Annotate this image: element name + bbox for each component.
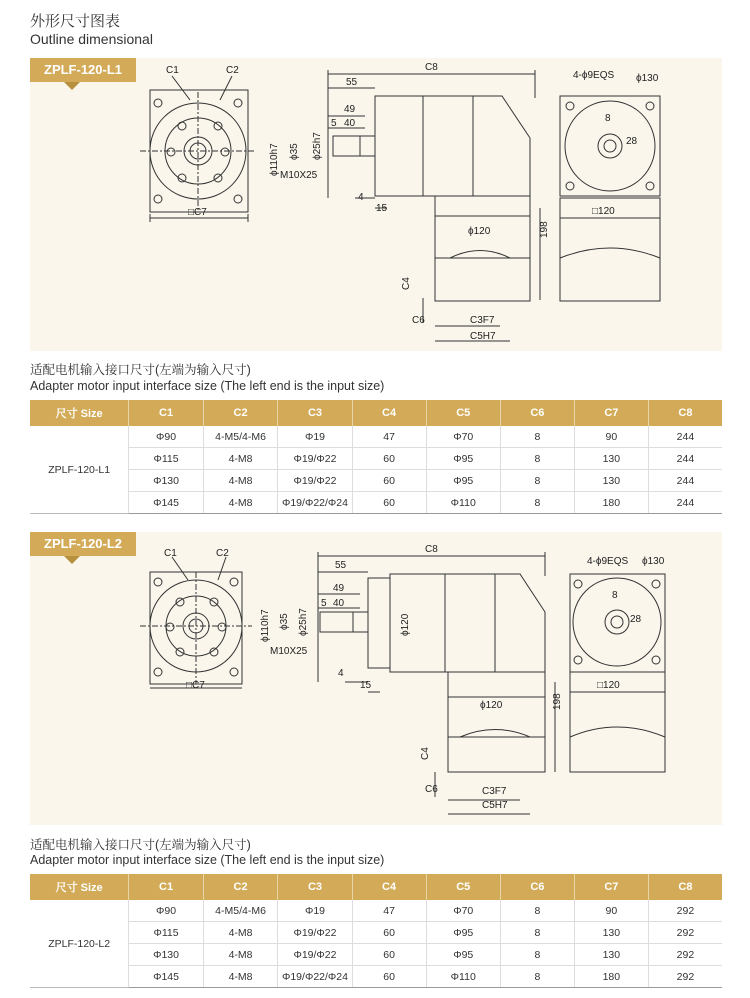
cell: 8 xyxy=(500,900,574,922)
label-c6: C6 xyxy=(412,315,425,326)
cell: 60 xyxy=(352,966,426,988)
interface-title-en-l1: Adapter motor input interface size (The left end is the input size) xyxy=(30,379,385,393)
cell: 4-M8 xyxy=(203,470,278,492)
label-35: ϕ35 xyxy=(289,143,300,160)
cell: 180 xyxy=(574,966,648,988)
cell: Φ95 xyxy=(426,470,500,492)
spec-table-l2 xyxy=(30,874,722,988)
col-header: C2 xyxy=(203,874,278,900)
page-title-en: Outline dimensional xyxy=(30,31,153,47)
col-header: 尺寸 Size xyxy=(30,874,129,900)
cell: 8 xyxy=(500,492,574,514)
cell: Φ95 xyxy=(426,944,500,966)
cell: 4-M8 xyxy=(203,922,278,944)
cell: 60 xyxy=(352,470,426,492)
col-header: C8 xyxy=(648,874,722,900)
label-sq120: □120 xyxy=(592,206,615,217)
cell: Φ145 xyxy=(129,966,203,988)
label-c2: C2 xyxy=(226,65,239,76)
cell: 130 xyxy=(574,470,648,492)
label-4: 4 xyxy=(358,192,364,203)
cell: 130 xyxy=(574,922,648,944)
table-row xyxy=(30,900,722,922)
cell: 4-M8 xyxy=(203,492,278,514)
cell: 47 xyxy=(352,426,426,448)
model-tag-l1: ZPLF-120-L1 xyxy=(30,58,136,82)
col-header: C1 xyxy=(129,874,203,900)
cell: Φ70 xyxy=(426,900,500,922)
table-row xyxy=(30,448,722,470)
label-c3: C3F7 xyxy=(482,786,507,797)
label-40: 40 xyxy=(333,598,345,609)
cell: 8 xyxy=(500,426,574,448)
label-28: 28 xyxy=(630,614,642,625)
cell: 292 xyxy=(648,966,722,988)
cell: 244 xyxy=(648,470,722,492)
label-8: 8 xyxy=(605,113,611,124)
cell: Φ19/Φ22/Φ24 xyxy=(278,492,352,514)
label-4: 4 xyxy=(338,668,344,679)
cell: Φ145 xyxy=(129,492,203,514)
col-header: C6 xyxy=(500,874,574,900)
table-header-row xyxy=(30,400,722,426)
col-header: C3 xyxy=(278,874,352,900)
label-c7: □C7 xyxy=(188,207,207,218)
label-c4: C4 xyxy=(420,747,431,760)
cell: 8 xyxy=(500,966,574,988)
label-5: 5 xyxy=(321,598,327,609)
cell: 292 xyxy=(648,922,722,944)
cell: 8 xyxy=(500,470,574,492)
cell: 90 xyxy=(574,900,648,922)
cell: Φ19 xyxy=(278,426,352,448)
col-header: C5 xyxy=(426,874,500,900)
cell: 292 xyxy=(648,944,722,966)
cell: Φ115 xyxy=(129,922,203,944)
model-cell: ZPLF-120-L2 xyxy=(30,900,129,988)
label-198: 198 xyxy=(539,221,550,238)
label-110: ϕ110h7 xyxy=(260,609,271,642)
drawing-panel-l1 xyxy=(30,58,722,351)
label-5: 5 xyxy=(331,118,337,129)
cell: 8 xyxy=(500,944,574,966)
table-row xyxy=(30,492,722,514)
cell: Φ115 xyxy=(129,448,203,470)
table-row xyxy=(30,470,722,492)
cell: 4-M8 xyxy=(203,966,278,988)
cell: 244 xyxy=(648,448,722,470)
label-15: 15 xyxy=(360,680,372,691)
label-c8: C8 xyxy=(425,62,438,73)
col-header: C4 xyxy=(352,874,426,900)
cell: 60 xyxy=(352,944,426,966)
outline-drawing-l2 xyxy=(30,532,722,825)
label-55: 55 xyxy=(335,560,347,571)
col-header: C1 xyxy=(129,400,203,426)
cell: 60 xyxy=(352,922,426,944)
spec-table-l1 xyxy=(30,400,722,514)
cell: Φ95 xyxy=(426,922,500,944)
label-c7: □C7 xyxy=(186,680,205,691)
label-55: 55 xyxy=(346,77,358,88)
table-row xyxy=(30,944,722,966)
label-c1: C1 xyxy=(164,548,177,559)
cell: 8 xyxy=(500,448,574,470)
page-title-cn: 外形尺寸图表 xyxy=(30,13,121,30)
model-tag-tail xyxy=(64,556,80,564)
cell: 244 xyxy=(648,492,722,514)
label-c5: C5H7 xyxy=(482,800,508,811)
label-c8: C8 xyxy=(425,544,438,555)
label-c6: C6 xyxy=(425,784,438,795)
col-header: C2 xyxy=(203,400,278,426)
interface-title-en-l2: Adapter motor input interface size (The left end is the input size) xyxy=(30,853,385,867)
interface-title-cn-l1: 适配电机输入接口尺寸(左端为输入尺寸) xyxy=(30,363,251,377)
table-row xyxy=(30,426,722,448)
cell: Φ19/Φ22 xyxy=(278,448,352,470)
cell: Φ130 xyxy=(129,470,203,492)
cell: 8 xyxy=(500,922,574,944)
label-m10: M10X25 xyxy=(280,170,318,181)
col-header: C6 xyxy=(500,400,574,426)
table-header-row xyxy=(30,874,722,900)
label-49: 49 xyxy=(333,583,345,594)
label-28: 28 xyxy=(626,136,638,147)
col-header: C3 xyxy=(278,400,352,426)
cell: 60 xyxy=(352,492,426,514)
label-c1: C1 xyxy=(166,65,179,76)
col-header: 尺寸 Size xyxy=(30,400,129,426)
cell: 90 xyxy=(574,426,648,448)
label-c3: C3F7 xyxy=(470,315,495,326)
label-c2: C2 xyxy=(216,548,229,559)
cell: 47 xyxy=(352,900,426,922)
col-header: C8 xyxy=(648,400,722,426)
label-sq120: □120 xyxy=(597,680,620,691)
label-c4: C4 xyxy=(401,277,412,290)
cell: Φ130 xyxy=(129,944,203,966)
col-header: C7 xyxy=(574,400,648,426)
label-c5: C5H7 xyxy=(470,331,496,342)
label-120-vertical: ϕ120 xyxy=(400,613,411,636)
label-15: 15 xyxy=(376,203,388,214)
cell: Φ110 xyxy=(426,966,500,988)
cell: Φ70 xyxy=(426,426,500,448)
cell: Φ110 xyxy=(426,492,500,514)
cell: Φ90 xyxy=(129,900,203,922)
cell: 4-M8 xyxy=(203,448,278,470)
cell: Φ95 xyxy=(426,448,500,470)
label-120: ϕ120 xyxy=(468,226,491,237)
label-130: ϕ130 xyxy=(636,73,659,84)
cell: Φ19 xyxy=(278,900,352,922)
model-cell: ZPLF-120-L1 xyxy=(30,426,129,514)
label-eqs: 4-ϕ9EQS xyxy=(587,556,629,567)
cell: 4-M5/4-M6 xyxy=(203,426,278,448)
label-25: ϕ25h7 xyxy=(298,608,309,636)
label-m10: M10X25 xyxy=(270,646,308,657)
cell: 4-M8 xyxy=(203,944,278,966)
cell: Φ90 xyxy=(129,426,203,448)
label-35: ϕ35 xyxy=(279,613,290,630)
table-row xyxy=(30,922,722,944)
cell: 130 xyxy=(574,944,648,966)
outline-drawing-l1 xyxy=(30,58,722,351)
col-header: C4 xyxy=(352,400,426,426)
label-120: ϕ120 xyxy=(480,700,503,711)
cell: Φ19/Φ22 xyxy=(278,922,352,944)
col-header: C5 xyxy=(426,400,500,426)
cell: 60 xyxy=(352,448,426,470)
cell: 4-M5/4-M6 xyxy=(203,900,278,922)
label-198: 198 xyxy=(552,693,563,710)
cell: 130 xyxy=(574,448,648,470)
label-eqs: 4-ϕ9EQS xyxy=(573,70,615,81)
model-tag-l2: ZPLF-120-L2 xyxy=(30,532,136,556)
cell: Φ19/Φ22/Φ24 xyxy=(278,966,352,988)
cell: 292 xyxy=(648,900,722,922)
table-row xyxy=(30,966,722,988)
cell: 244 xyxy=(648,426,722,448)
label-8: 8 xyxy=(612,590,618,601)
label-110: ϕ110h7 xyxy=(269,143,280,176)
label-40: 40 xyxy=(344,118,356,129)
label-130: ϕ130 xyxy=(642,556,665,567)
label-49: 49 xyxy=(344,104,356,115)
drawing-panel-l2 xyxy=(30,532,722,825)
label-25: ϕ25h7 xyxy=(312,132,323,160)
cell: Φ19/Φ22 xyxy=(278,944,352,966)
cell: Φ19/Φ22 xyxy=(278,470,352,492)
model-tag-tail xyxy=(64,82,80,90)
col-header: C7 xyxy=(574,874,648,900)
cell: 180 xyxy=(574,492,648,514)
interface-title-cn-l2: 适配电机输入接口尺寸(左端为输入尺寸) xyxy=(30,838,251,852)
